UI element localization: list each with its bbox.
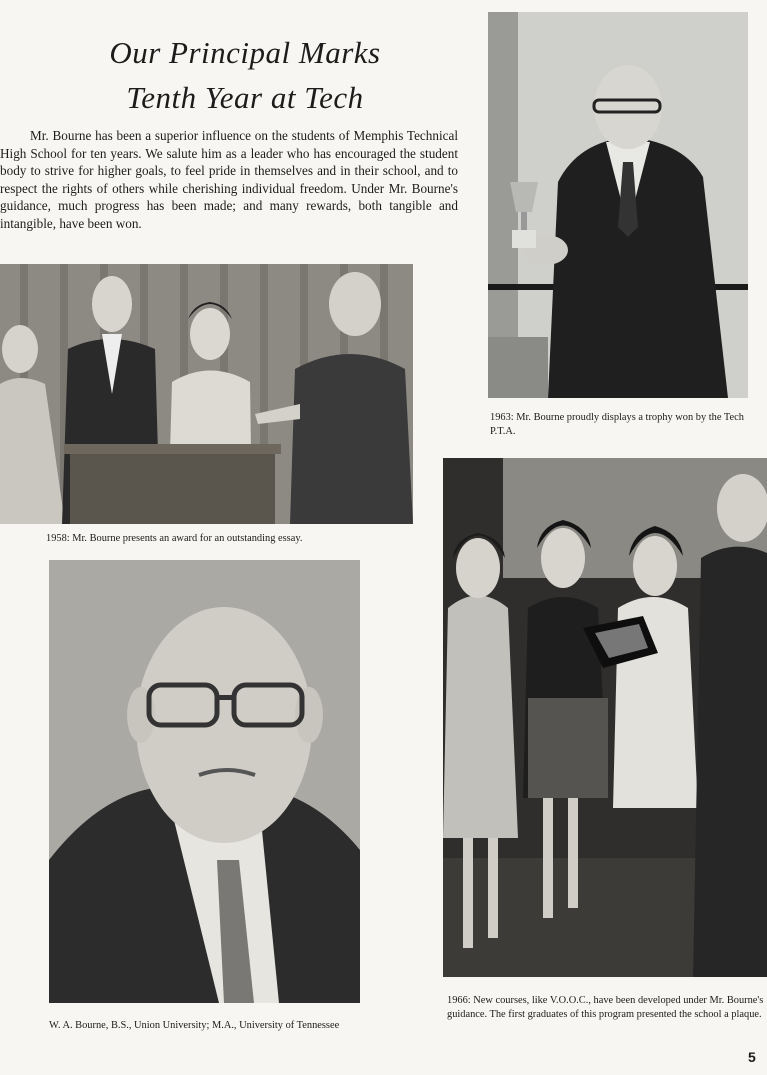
caption-portrait: W. A. Bourne, B.S., Union University; M.A., University of Tennessee [49, 1020, 340, 1031]
caption-plaque: 1966: New courses, like V.O.O.C., have been developed under Mr. Bourne's guidance. The first graduates of this program presented the school a plaque. [447, 995, 764, 1020]
caption-award: 1958: Mr. Bourne presents an award for an outstanding essay. [46, 533, 303, 544]
photo-portrait [49, 560, 360, 1003]
photo-award [0, 264, 413, 524]
title-line-2: Tenth Year at Tech [126, 80, 364, 115]
page-title [40, 30, 450, 120]
page-number: 5 [748, 1049, 756, 1065]
title-line-1: Our Principal Marks [109, 35, 381, 70]
intro-paragraph: Mr. Bourne has been a superior influence on the students of Memphis Technical High School for ten years. We salute him as a leader who has encouraged the student body to strive for higher goals, to feel pride in themselves and in their school, and to respect the rights of others while cherishing individual freedom. Under Mr. Bourne's guidance, much progress has been made; and many rewards, both tangible and intangible, have been won. [0, 128, 458, 231]
caption-trophy: 1963: Mr. Bourne proudly displays a trophy won by the Tech P.T.A. [490, 412, 744, 437]
photo-trophy [488, 12, 748, 398]
photo-plaque [443, 458, 767, 977]
